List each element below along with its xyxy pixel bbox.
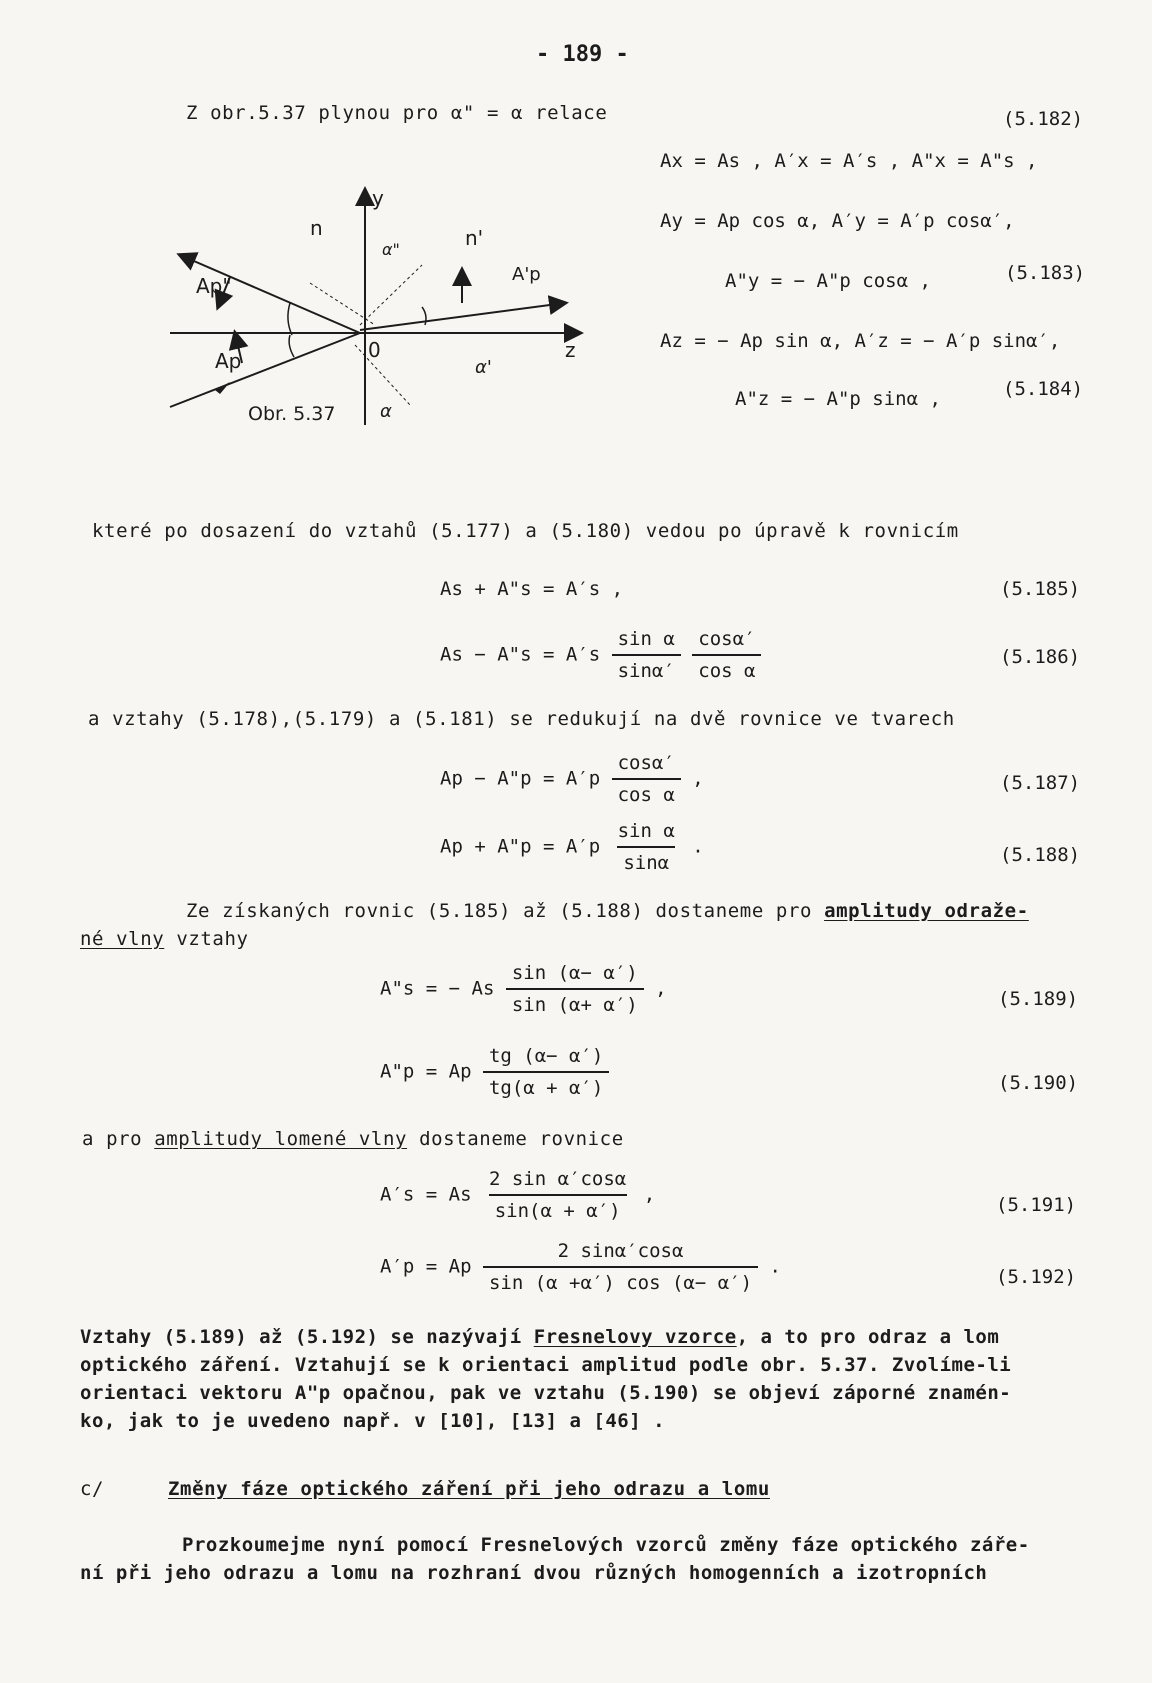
- eq-tag-189: (5.189): [998, 988, 1079, 1010]
- eq-tag-190: (5.190): [998, 1072, 1079, 1094]
- relation-z: Az = − Ap sin α, A′z = − A′p sinα′,: [660, 330, 1061, 352]
- label-n-prime: n': [465, 226, 484, 250]
- label-alpha: α: [380, 401, 392, 422]
- term-amplitudy-odrazene: amplitudy odraže-: [824, 900, 1029, 922]
- equation-185: As + A"s = A′s ,: [440, 578, 624, 600]
- paragraph-5-line3: orientaci vektoru A"p opačnou, pak ve vztahu (5.190) se objeví záporné znamén-: [80, 1382, 1012, 1404]
- eq-tag-192: (5.192): [996, 1266, 1077, 1288]
- equation-190: A"p = Ap $\frac{tg (\alpha- \alpha')}{tg(\alpha + \alpha')}$: [380, 1045, 609, 1099]
- normal-n-prime: [360, 265, 422, 325]
- eq-tag-191: (5.191): [996, 1194, 1077, 1216]
- equation-192: A′p = Ap $\frac{2 \sin\alpha'\cos\alpha}{\sin (\alpha +\alpha') \cos (\alpha- \alpha')}$ .: [380, 1240, 781, 1294]
- paragraph-5-line4: ko, jak to je uvedeno např. v [10], [13] a [46] .: [80, 1410, 666, 1432]
- section-title: Změny fáze optického záření při jeho odrazu a lomu: [168, 1478, 770, 1500]
- eq-tag-184: (5.184): [1003, 378, 1084, 400]
- label-Ap-prime: A'p: [512, 264, 541, 285]
- equation-186: [440, 628, 761, 682]
- eq-tag-187: (5.187): [1000, 772, 1081, 794]
- label-origin: 0: [368, 338, 381, 362]
- section-label: c/: [80, 1478, 105, 1500]
- figure-5-37: [160, 185, 600, 440]
- paragraph-5-line2: optického záření. Vztahují se k orientaci amplitud podle obr. 5.37. Zvolíme-li: [80, 1354, 1012, 1376]
- paragraph-3-line1: Ze získaných rovnic (5.185) až (5.188) dostaneme pro amplitudy odraže-: [186, 900, 1029, 922]
- label-y: y: [372, 186, 384, 210]
- equation-188: Ap + A"p = A′p $\frac{\text{sin α}}{\sin\alpha}$ .: [440, 820, 704, 874]
- figure-caption: Obr. 5.37: [248, 403, 336, 425]
- relation-x: Ax = As , A′x = A′s , A"x = A"s ,: [660, 150, 1038, 172]
- label-z: z: [565, 338, 576, 362]
- label-n: n: [310, 216, 323, 240]
- eq-tag-188: (5.188): [1000, 844, 1081, 866]
- eq186-lhs: As − A"s = A′s: [440, 643, 601, 666]
- eq-tag-186: (5.186): [1000, 646, 1081, 668]
- paragraph-2: a vztahy (5.178),(5.179) a (5.181) se redukují na dvě rovnice ve tvarech: [88, 708, 955, 730]
- paragraph-1: které po dosazení do vztahů (5.177) a (5.180) vedou po úpravě k rovnicím: [92, 520, 959, 542]
- term-amplitudy-lomene: amplitudy lomené vlny: [154, 1128, 408, 1150]
- label-Ap: Ap: [215, 349, 242, 373]
- eq186-frac2: $\frac{\cos\alpha'}{\text{cos α}}$: [692, 628, 761, 682]
- paragraph-3-line2: né vlny vztahy: [80, 928, 249, 950]
- relation-z2: A"z = − A"p sinα ,: [735, 388, 941, 410]
- relation-y2: A"y = − A"p cosα ,: [725, 270, 931, 292]
- incident-ray: [170, 333, 360, 407]
- equation-187: Ap − A"p = A′p $\frac{\cos\alpha'}{\text{cos α}}$ ,: [440, 752, 704, 806]
- eq186-frac1: $\frac{\text{sin α}}{\sin\alpha'}$: [612, 628, 681, 682]
- normal-n-lower: [355, 345, 410, 405]
- paragraph-5-line1: Vztahy (5.189) až (5.192) se nazývají Fresnelovy vzorce, a to pro odraz a lom: [80, 1326, 1000, 1348]
- equation-191: A′s = As $\frac{\text{2 sin α′cosα}}{\sin(\alpha + \alpha')}$ ,: [380, 1168, 656, 1222]
- refracted-ray: [360, 303, 565, 330]
- eq-tag-182: (5.182): [1003, 108, 1084, 130]
- label-Ap-dd: Ap": [196, 274, 232, 298]
- page-number: - 189 -: [536, 42, 629, 67]
- label-alpha-dd: α": [382, 240, 400, 259]
- paragraph-6-line2: ní při jeho odrazu a lomu na rozhraní dvou různých homogenních a izotropních: [80, 1562, 988, 1584]
- paragraph-6-line1: Prozkoumejme nyní pomocí Fresnelových vzorců změny fáze optického záře-: [182, 1534, 1030, 1556]
- intro-line: Z obr.5.37 plynou pro α" = α relace: [186, 102, 608, 124]
- eq-tag-185: (5.185): [1000, 578, 1081, 600]
- label-alpha-prime: α': [475, 357, 492, 378]
- term-fresnelovy-vzorce: Fresnelovy vzorce: [533, 1326, 737, 1348]
- relation-y: Ay = Ap cos α, A′y = A′p cosα′,: [660, 210, 1015, 232]
- equation-189: A"s = − As $\frac{\sin (\alpha- \alpha')}{\sin (\alpha+ \alpha')}$ ,: [380, 962, 667, 1016]
- paragraph-4: a pro amplitudy lomené vlny dostaneme rovnice: [82, 1128, 624, 1150]
- eq-tag-183: (5.183): [1005, 262, 1086, 284]
